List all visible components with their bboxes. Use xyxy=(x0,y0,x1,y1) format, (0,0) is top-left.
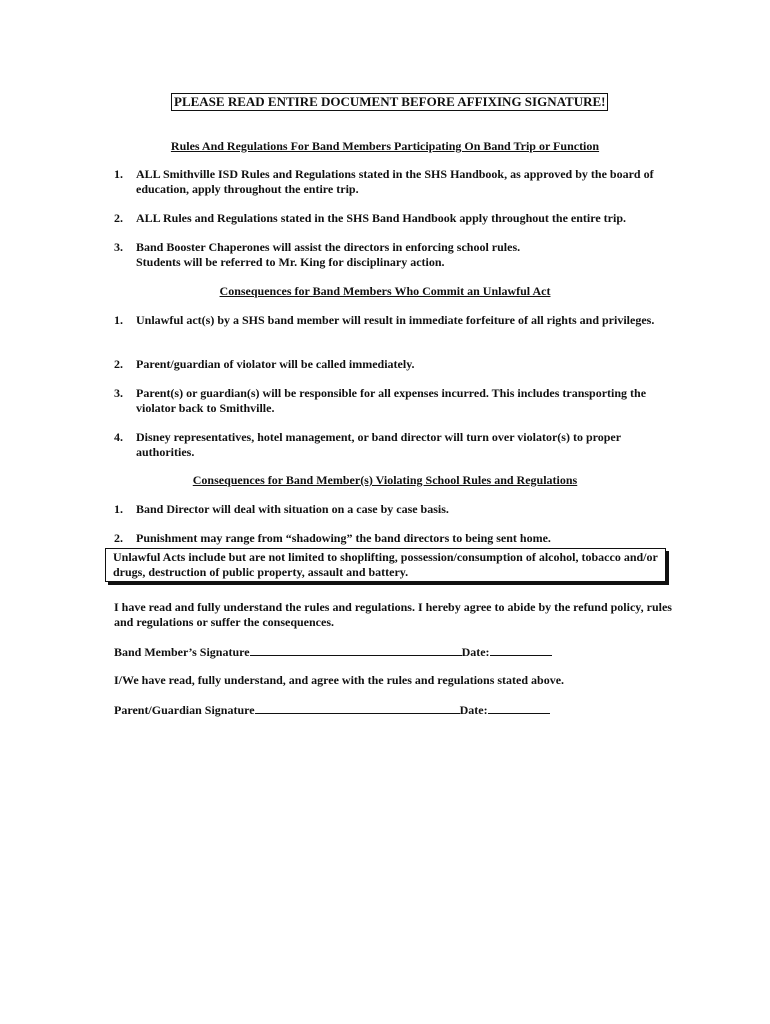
consequence-item-1 xyxy=(114,313,674,328)
parent-statement: I/We have read, fully understand, and agree with the rules and regulations stated above. xyxy=(114,673,565,687)
item-text: Parent(s) or guardian(s) will be responsible for all expenses incurred. This includes transporting the violator back to Smithville. xyxy=(136,386,647,415)
school-rule-item-2 xyxy=(114,531,674,546)
parent-signature-line[interactable] xyxy=(255,702,460,714)
member-date-line[interactable] xyxy=(490,644,552,656)
rule-item-2 xyxy=(114,211,674,226)
section-heading-unlawful-act: Consequences for Band Members Who Commit an Unlawful Act xyxy=(219,284,551,298)
consequence-item-3 xyxy=(114,386,674,416)
item-number: 2. xyxy=(114,531,123,545)
item-text: ALL Rules and Regulations stated in the SHS Band Handbook apply throughout the entire trip. xyxy=(136,211,627,225)
consequence-item-4 xyxy=(114,430,674,460)
item-number: 3. xyxy=(114,240,123,254)
item-number: 2. xyxy=(114,357,123,371)
parent-date-label: Date: xyxy=(459,703,488,717)
item-text-line-2: Students will be referred to Mr. King for disciplinary action. xyxy=(136,255,445,269)
item-text: ALL Smithville ISD Rules and Regulations stated in the SHS Handbook, as approved by the board of education, apply throughout the entire trip. xyxy=(136,167,654,196)
unlawful-acts-notice: Unlawful Acts include but are not limited to shoplifting, possession/consumption of alcohol, tobacco and/or drugs, destruction of public property, assault and battery. xyxy=(105,548,666,582)
item-text: Disney representatives, hotel management, or band director will turn over violator(s) to proper authorities. xyxy=(136,430,621,459)
rule-item-3 xyxy=(114,240,674,270)
rule-item-1 xyxy=(114,167,674,197)
item-text: Unlawful act(s) by a SHS band member will result in immediate forfeiture of all rights and privileges. xyxy=(136,313,655,327)
item-number: 1. xyxy=(114,167,123,181)
member-signature-row xyxy=(114,644,674,660)
section-heading-rules: Rules And Regulations For Band Members Participating On Band Trip or Function xyxy=(170,139,600,153)
agreement-statement: I have read and fully understand the rules and regulations. I hereby agree to abide by the refund policy, rules and regulations or suffer the consequences. xyxy=(114,600,672,629)
parent-signature-row xyxy=(114,702,674,718)
item-text-line-1: Band Booster Chaperones will assist the directors in enforcing school rules. xyxy=(136,240,521,254)
school-rule-item-1 xyxy=(114,502,674,517)
consequence-item-2 xyxy=(114,357,674,372)
member-signature-label: Band Member’s Signature xyxy=(114,645,250,659)
item-text: Punishment may range from “shadowing” the band directors to being sent home. xyxy=(136,531,551,545)
parent-signature-label: Parent/Guardian Signature xyxy=(114,703,255,717)
item-number: 3. xyxy=(114,386,123,400)
member-signature-line[interactable] xyxy=(250,644,462,656)
member-date-label: Date: xyxy=(461,645,490,659)
item-text: Parent/guardian of violator will be called immediately. xyxy=(136,357,415,371)
item-number: 4. xyxy=(114,430,123,444)
item-number: 1. xyxy=(114,313,123,327)
item-text: Band Director will deal with situation on a case by case basis. xyxy=(136,502,449,516)
item-number: 2. xyxy=(114,211,123,225)
parent-date-line[interactable] xyxy=(488,702,550,714)
section-heading-school-rules: Consequences for Band Member(s) Violating School Rules and Regulations xyxy=(192,473,578,487)
item-number: 1. xyxy=(114,502,123,516)
document-title: PLEASE READ ENTIRE DOCUMENT BEFORE AFFIXING SIGNATURE! xyxy=(171,93,608,111)
